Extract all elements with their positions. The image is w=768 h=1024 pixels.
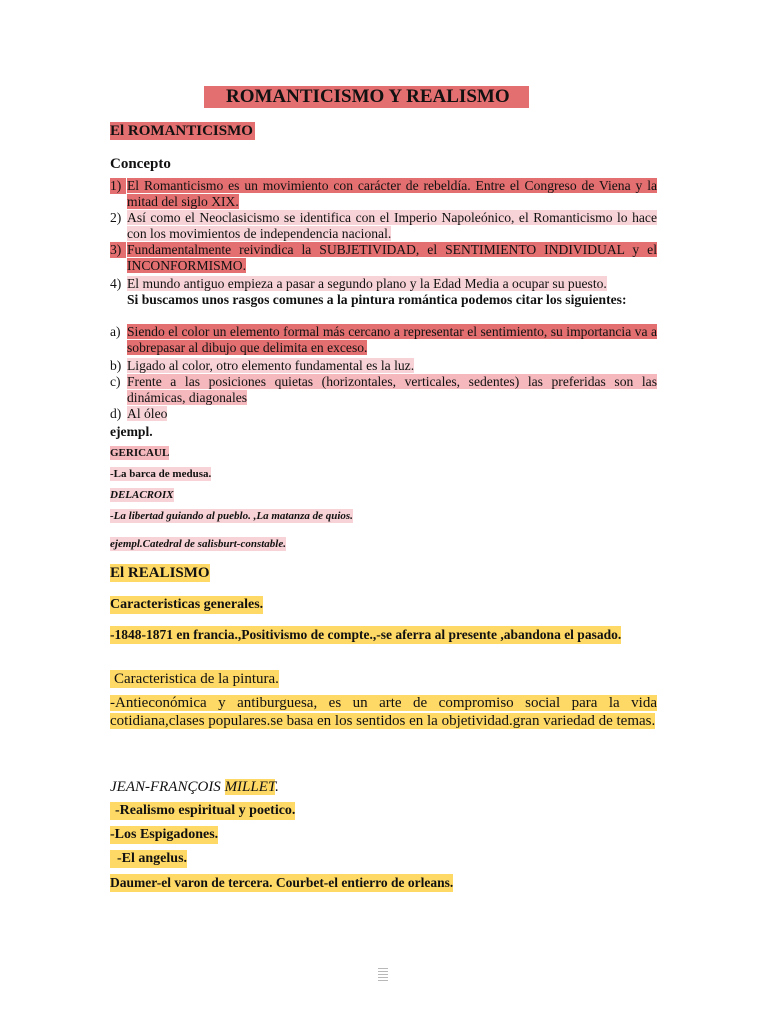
millet-name: JEAN-FRANÇOIS: [110, 779, 221, 795]
work-barca-medusa: -La barca de medusa.: [110, 468, 212, 480]
rasgo-c: c) Frente a las posiciones quietas (horizontales, verticales, sedentes) las preferidas son las dinámicas, diagonales: [110, 374, 657, 405]
artist-delacroix: DELACROIX: [110, 489, 174, 501]
millet-heading: JEAN-FRANÇOIS MILLET.: [110, 779, 279, 795]
realismo-heading: El REALISMO: [110, 565, 210, 581]
caracteristica-pintura-label: Caracteristica de la pintura.: [110, 670, 279, 688]
concepto-item-3: 3) Fundamentalmente reivindica la SUBJETIVIDAD, el SENTIMIENTO INDIVIDUAL y el INCONFORMISMO.: [110, 242, 657, 273]
millet-work-3: -El angelus.: [110, 850, 187, 868]
artist-gericault: GERICAUL: [110, 447, 170, 459]
rasgos-intro: Si buscamos unos rasgos comunes a la pintura romántica podemos citar los siguientes:: [127, 292, 627, 307]
romanticismo-heading: El ROMANTICISMO: [110, 123, 253, 139]
millet-work-2: -Los Espigadones.: [110, 827, 219, 842]
caracteristicas-generales-text: -1848-1871 en francia.,Positivismo de compte.,-se aferra al presente ,abandona el pasado.: [110, 627, 622, 642]
millet-work-1: -Realismo espiritual y poetico.: [110, 802, 295, 820]
example-catedral: ejempl.Catedral de salisburt-constable.: [110, 538, 286, 550]
page-icon: [378, 968, 388, 982]
rasgo-b: b) Ligado al color, otro elemento fundamental es la luz.: [110, 358, 415, 373]
document-title: ROMANTICISMO Y REALISMO: [204, 86, 529, 108]
ejempl-label: ejempl.: [110, 424, 153, 439]
caracteristica-pintura-text: -Antieconómica y antiburguesa, es un arte de compromiso social para la vida cotidiana,clases populares.se basa en los sentidos en la objetividad.gran variedad de temas.: [110, 695, 657, 729]
concepto-item-1: 1) El Romanticismo es un movimiento con carácter de rebeldía. Entre el Congreso de Viena y la mitad del siglo XIX.: [110, 178, 657, 209]
rasgo-d: d) Al óleo: [110, 406, 168, 421]
millet-surname: MILLET: [224, 779, 276, 795]
concepto-label: Concepto: [110, 156, 171, 172]
concepto-item-2: 2) Así como el Neoclasicismo se identifica con el Imperio Napoleónico, el Romanticismo lo hace con los movimientos de independencia nacional.: [110, 210, 657, 241]
rasgo-a: a) Siendo el color un elemento formal más cercano a representar el sentimiento, su importancia va a sobrepasar al dibujo que delimita en exceso.: [110, 324, 657, 355]
work-delacroix: -La libertad guiando al pueblo. ,La matanza de quios.: [110, 510, 353, 522]
caracteristicas-generales-label: Caracteristicas generales.: [110, 597, 264, 612]
concepto-item-4: 4) El mundo antiguo empieza a pasar a segundo plano y la Edad Media a ocupar su puesto.: [110, 276, 607, 291]
other-artists: Daumer-el varon de tercera. Courbet-el entierro de orleans.: [110, 875, 454, 890]
